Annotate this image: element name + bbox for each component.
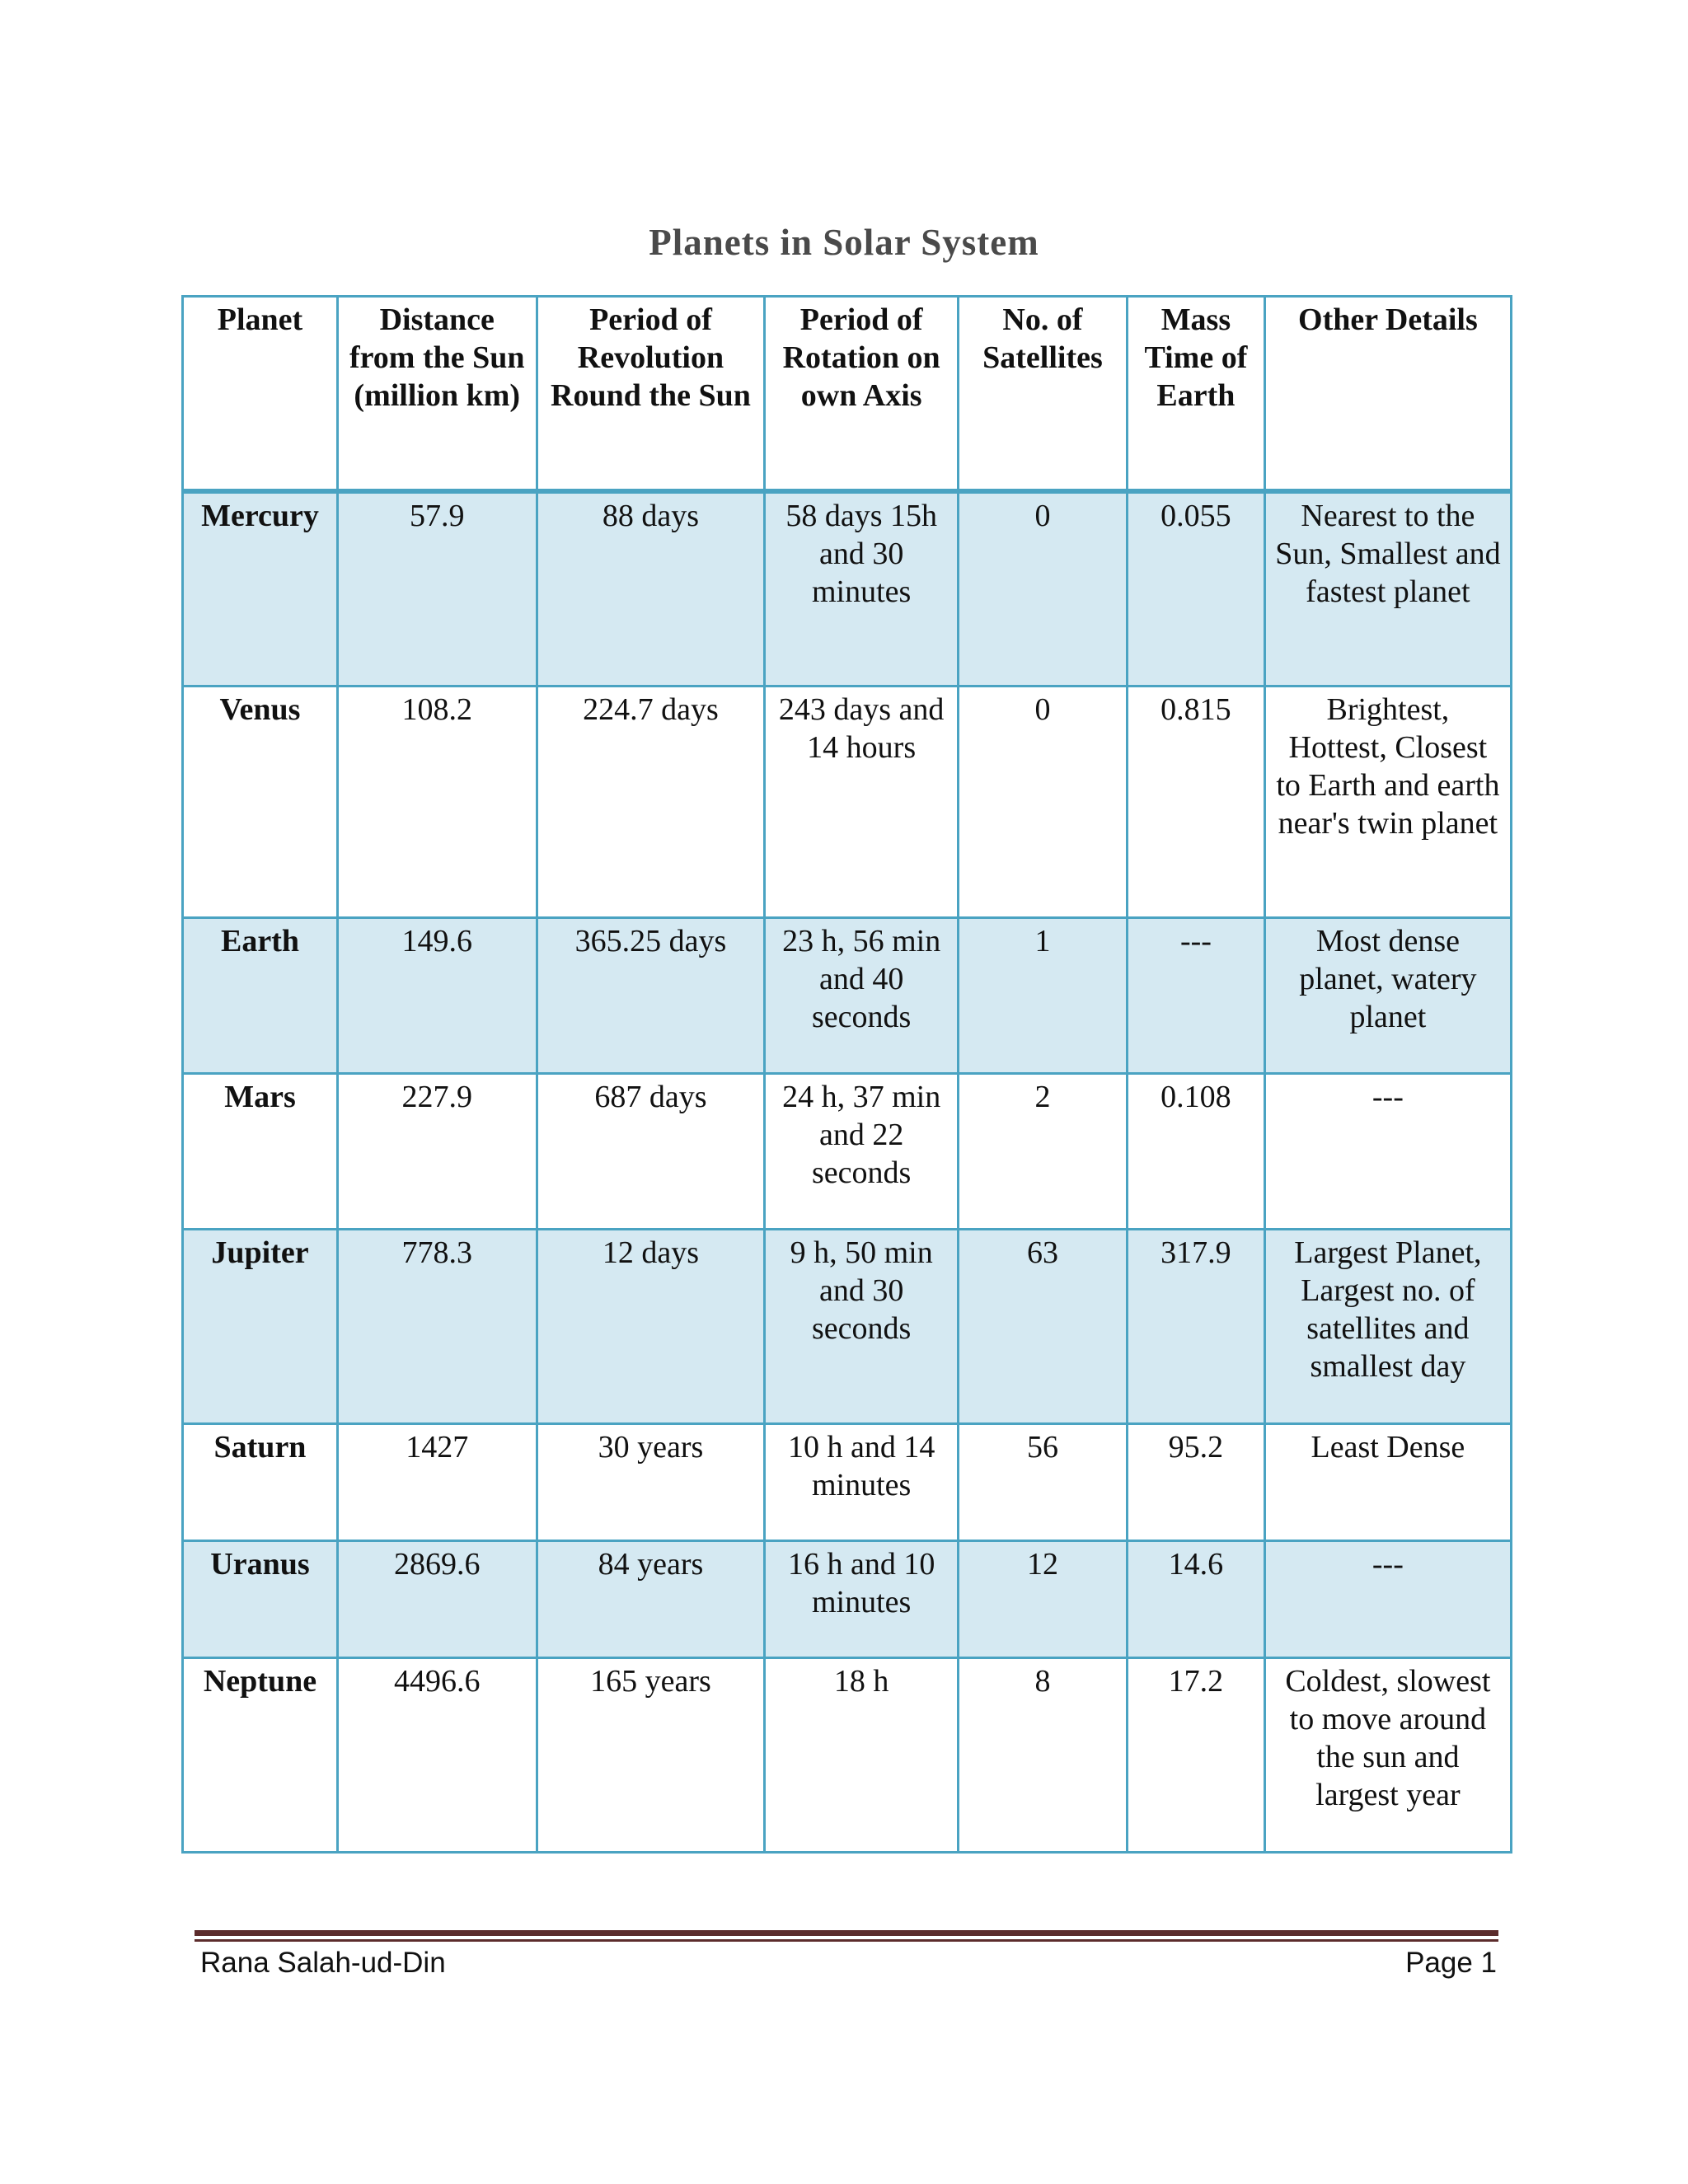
table-cell: 17.2 [1128,1657,1265,1852]
table-cell: 317.9 [1128,1229,1265,1423]
table-cell: Nearest to the Sun, Smallest and fastest planet [1264,491,1511,686]
table-cell: 0 [958,491,1127,686]
planet-name-cell: Saturn [183,1423,338,1540]
column-header: No. of Satellites [958,297,1127,492]
table-cell: 58 days 15h and 30 minutes [765,491,958,686]
table-cell: 365.25 days [537,917,765,1073]
table-cell: --- [1264,1073,1511,1229]
table-cell: 10 h and 14 minutes [765,1423,958,1540]
table-cell: 1 [958,917,1127,1073]
table-cell: 12 days [537,1229,765,1423]
page-title: Planets in Solar System [649,222,1039,263]
table-cell: 243 days and 14 hours [765,686,958,917]
table-cell: 227.9 [337,1073,537,1229]
table-cell: 687 days [537,1073,765,1229]
table-cell: 95.2 [1128,1423,1265,1540]
table-cell: 165 years [537,1657,765,1852]
table-cell: 23 h, 56 min and 40 seconds [765,917,958,1073]
table-row [183,686,1512,917]
table-cell: Brightest, Hottest, Closest to Earth and earth near's twin planet [1264,686,1511,917]
planets-table [181,295,1512,1854]
table-cell: Coldest, slowest to move around the sun and largest year [1264,1657,1511,1852]
table-cell: 149.6 [337,917,537,1073]
table-row [183,1229,1512,1423]
table-row [183,1540,1512,1657]
table-row [183,1423,1512,1540]
table-cell: 0.055 [1128,491,1265,686]
table-cell: 14.6 [1128,1540,1265,1657]
planet-name-cell: Mars [183,1073,338,1229]
table-cell: 0.815 [1128,686,1265,917]
column-header: Period of Revolution Round the Sun [537,297,765,492]
table-cell: 0 [958,686,1127,917]
table-row [183,917,1512,1073]
table-cell: 16 h and 10 minutes [765,1540,958,1657]
planet-name-cell: Neptune [183,1657,338,1852]
column-header: Period of Rotation on own Axis [765,297,958,492]
planet-name-cell: Uranus [183,1540,338,1657]
table-cell: 8 [958,1657,1127,1852]
table-cell: 84 years [537,1540,765,1657]
table-cell: 57.9 [337,491,537,686]
table-cell: --- [1264,1540,1511,1657]
footer-page-number: Page 1 [1405,1947,1497,1979]
planet-name-cell: Venus [183,686,338,917]
table-cell: 778.3 [337,1229,537,1423]
table-cell: 9 h, 50 min and 30 seconds [765,1229,958,1423]
table-cell: Least Dense [1264,1423,1511,1540]
table-cell: 0.108 [1128,1073,1265,1229]
table-cell: 224.7 days [537,686,765,917]
table-row [183,1073,1512,1229]
column-header: Distance from the Sun (million km) [337,297,537,492]
table-cell: 63 [958,1229,1127,1423]
table-cell: --- [1128,917,1265,1073]
table-row [183,1657,1512,1852]
table-cell: 2 [958,1073,1127,1229]
table-cell: Largest Planet, Largest no. of satellites and smallest day [1264,1229,1511,1423]
planet-name-cell: Mercury [183,491,338,686]
planet-name-cell: Earth [183,917,338,1073]
table-cell: 108.2 [337,686,537,917]
table-row [183,491,1512,686]
table-cell: 18 h [765,1657,958,1852]
column-header: Mass Time of Earth [1128,297,1265,492]
footer-divider-thin [195,1939,1498,1942]
table-cell: 56 [958,1423,1127,1540]
table-cell: 88 days [537,491,765,686]
table-cell: Most dense planet, watery planet [1264,917,1511,1073]
table-cell: 2869.6 [337,1540,537,1657]
planet-name-cell: Jupiter [183,1229,338,1423]
table-cell: 30 years [537,1423,765,1540]
table-cell: 24 h, 37 min and 22 seconds [765,1073,958,1229]
column-header: Other Details [1264,297,1511,492]
table-cell: 1427 [337,1423,537,1540]
table-header-row [183,297,1512,492]
table-cell: 4496.6 [337,1657,537,1852]
column-header: Planet [183,297,338,492]
footer-divider [195,1930,1498,1936]
footer-author: Rana Salah-ud-Din [200,1947,446,1979]
table-cell: 12 [958,1540,1127,1657]
